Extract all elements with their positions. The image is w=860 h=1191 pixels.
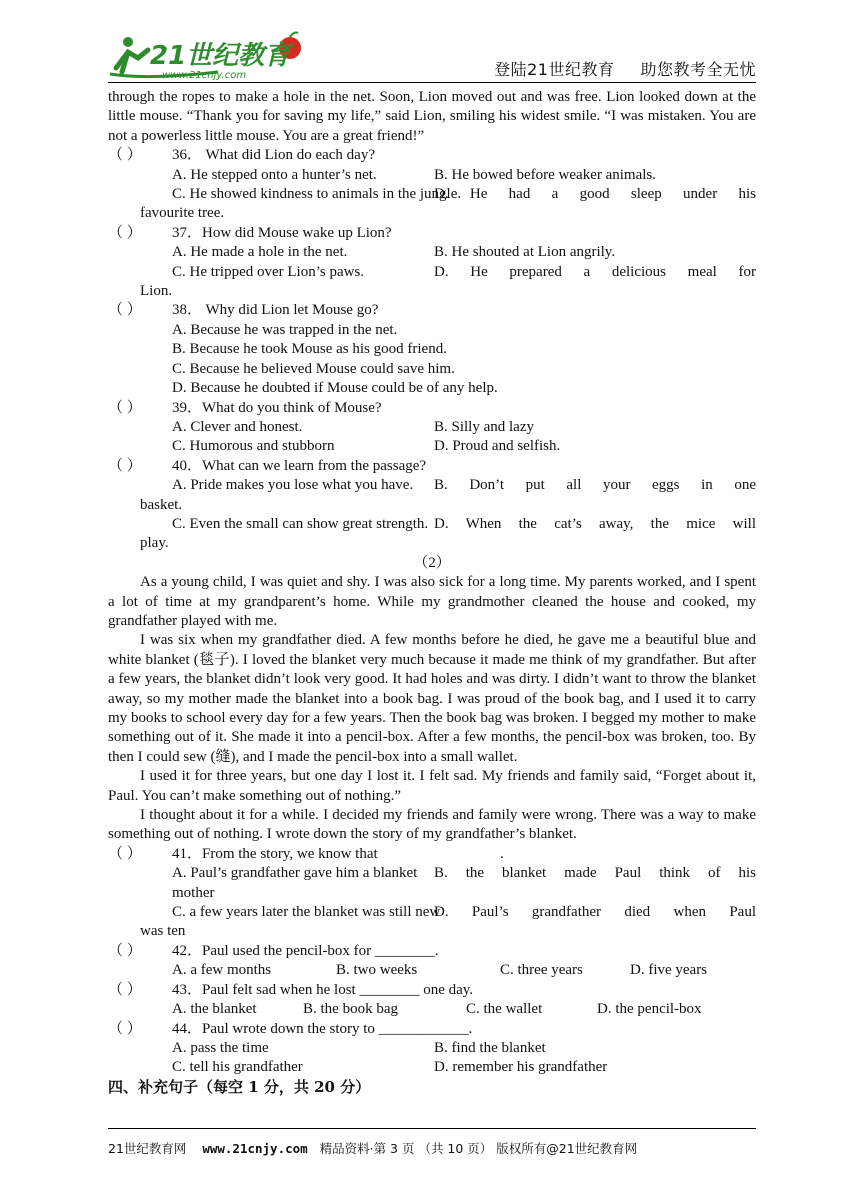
option-b: B. He bowed before weaker animals. bbox=[434, 166, 656, 183]
answer-blank[interactable]: （ ） bbox=[108, 399, 142, 416]
option-b: B. the blanket made Paul think of his bbox=[434, 865, 756, 882]
option-c: C. Even the small can show great strength. bbox=[172, 515, 429, 532]
option-b: B. He shouted at Lion angrily. bbox=[434, 244, 616, 261]
option-d: D. Paul’s grandfather died when Paul bbox=[434, 904, 756, 921]
answer-blank[interactable]: （ ） bbox=[108, 224, 142, 241]
passage2-number: （2） bbox=[413, 554, 451, 571]
page-footer bbox=[108, 1139, 756, 1157]
page-header bbox=[108, 28, 756, 84]
option-d-wrap: Lion. bbox=[140, 283, 173, 300]
option-b: B. Because he took Mouse as his good friend. bbox=[172, 341, 447, 358]
option-d: D. the pencil-box bbox=[597, 1001, 702, 1018]
option-c: C. the wallet bbox=[466, 1001, 543, 1018]
question-41 bbox=[108, 845, 756, 864]
passage2-paragraph-1: As a young child, I was quiet and shy. I was also sick for a long time. My parents worked, and I spent a lot of time at my grandparent’s home. While my grandmother cleaned the house and cooked, my grandfather played with me. bbox=[108, 574, 756, 629]
option-d: D. five years bbox=[630, 962, 708, 979]
question-stem: 36． What did Lion do each day? bbox=[172, 147, 375, 164]
tagline-right: 助您教考全无忧 bbox=[640, 60, 756, 79]
option-a: A. Clever and honest. bbox=[172, 418, 303, 435]
answer-blank[interactable]: （ ） bbox=[108, 1020, 142, 1037]
answer-blank[interactable]: （ ） bbox=[108, 942, 142, 959]
option-b: B. Don’t put all your eggs in one bbox=[434, 477, 756, 494]
question-stem: 42．Paul used the pencil-box for ________. bbox=[172, 942, 439, 959]
option-b-wrap: mother bbox=[172, 884, 215, 901]
option-a: A. He made a hole in the net. bbox=[172, 244, 348, 261]
option-a: A. He stepped onto a hunter’s net. bbox=[172, 166, 377, 183]
option-a: A. pass the time bbox=[172, 1039, 269, 1056]
option-d: D. When the cat’s away, the mice will bbox=[434, 515, 756, 532]
answer-blank[interactable]: （ ） bbox=[108, 457, 142, 474]
footer-divider bbox=[108, 1128, 756, 1129]
answer-blank[interactable]: （ ） bbox=[108, 302, 142, 319]
footer-site-name: 21世纪教育网 bbox=[108, 1141, 187, 1156]
question-43 bbox=[108, 981, 756, 1000]
option-d: D. Proud and selfish. bbox=[434, 438, 561, 455]
option-a: A. a few months bbox=[172, 962, 272, 979]
page-content bbox=[108, 88, 756, 1097]
option-a: A. Pride makes you lose what you have. bbox=[172, 477, 414, 494]
option-b-wrap: basket. bbox=[140, 496, 183, 513]
option-d-wrap: play. bbox=[140, 535, 169, 552]
option-d: D. remember his grandfather bbox=[434, 1059, 608, 1076]
option-d-wrap: was ten bbox=[140, 923, 186, 940]
logo-text: 21世纪教育 bbox=[150, 41, 291, 71]
answer-blank[interactable]: （ ） bbox=[108, 147, 142, 164]
option-c: C. tell his grandfather bbox=[172, 1059, 303, 1076]
option-b: B. find the blanket bbox=[434, 1039, 546, 1056]
question-stem: 41．From the story, we know that bbox=[172, 845, 378, 862]
footer-url[interactable]: www.21cnjy.com bbox=[202, 1141, 308, 1156]
header-tagline bbox=[494, 57, 756, 80]
answer-blank[interactable]: （ ） bbox=[108, 981, 142, 998]
question-stem: 38． Why did Lion let Mouse go? bbox=[172, 302, 379, 319]
question-44 bbox=[108, 1020, 756, 1039]
question-36 bbox=[108, 146, 756, 165]
question-stem: 43．Paul felt sad when he lost ________ one day. bbox=[172, 981, 474, 998]
option-d: D. He prepared a delicious meal for bbox=[434, 263, 756, 280]
question-stem-end: . bbox=[500, 845, 504, 862]
passage2-paragraph-2: I was six when my grandfather died. A few months before he died, he gave me a beautiful blue and white blanket (毯子). I loved the blanket very much because it made me think of my grandfather. But after a few years, the blanket didn’t look very good. It had holes and was dirty. I didn’t want to throw the blanket away, so my mother made the blanket into a book bag. I was proud of the book bag, and I used it to carry my books to school every day for a few years. Then the book bag was broken. I begged my mother to make something out of it. She made it into a pencil-box. After a few months, the pencil-box was broken, too. By then I could sew (缝), and I made the pencil-box into a small wallet. bbox=[108, 632, 756, 765]
option-d-wrap: favourite tree. bbox=[140, 205, 225, 222]
question-42 bbox=[108, 942, 756, 961]
option-c: C. Because he believed Mouse could save him. bbox=[172, 360, 455, 377]
header-divider bbox=[108, 82, 756, 83]
question-40 bbox=[108, 457, 756, 476]
option-a: A. Paul’s grandfather gave him a blanket bbox=[172, 865, 418, 882]
logo-graphic bbox=[108, 28, 308, 82]
option-c: C. Humorous and stubborn bbox=[172, 438, 335, 455]
tagline-left: 登陆21世纪教育 bbox=[494, 60, 615, 79]
passage2-paragraph-4: I thought about it for a while. I decided my friends and family were wrong. There was a way to make something out of nothing. I wrote down the story of my grandfather’s blanket. bbox=[108, 807, 756, 843]
option-c: C. three years bbox=[500, 962, 583, 979]
question-stem: 40．What can we learn from the passage? bbox=[172, 457, 427, 474]
option-b: B. two weeks bbox=[336, 962, 418, 979]
question-39 bbox=[108, 399, 756, 418]
logo-url: www.21cnjy.com bbox=[162, 70, 247, 81]
question-37 bbox=[108, 224, 756, 243]
answer-blank[interactable]: （ ） bbox=[108, 845, 142, 862]
footer-page-info: 精品资料·第 3 页 （共 10 页） 版权所有@21世纪教育网 bbox=[319, 1141, 638, 1156]
option-d: D. He had a good sleep under his bbox=[434, 186, 756, 203]
section-4-heading: 四、补充句子（每空 1 分，共 20 分） bbox=[108, 1077, 371, 1096]
passage2-paragraph-3: I used it for three years, but one day I lost it. I felt sad. My friends and family said, “Forget about it, Paul. You can’t make something out of nothing.” bbox=[108, 768, 756, 804]
option-d: D. Because he doubted if Mouse could be of any help. bbox=[172, 380, 498, 397]
option-a: A. the blanket bbox=[172, 1001, 257, 1018]
question-stem: 44．Paul wrote down the story to ____________. bbox=[172, 1020, 473, 1037]
option-b: B. Silly and lazy bbox=[434, 418, 534, 435]
question-stem: 39．What do you think of Mouse? bbox=[172, 399, 382, 416]
option-c: C. He showed kindness to animals in the jungle. bbox=[172, 186, 462, 203]
question-38 bbox=[108, 301, 756, 320]
option-a: A. Because he was trapped in the net. bbox=[172, 321, 398, 338]
site-logo[interactable] bbox=[108, 28, 308, 82]
option-c: C. He tripped over Lion’s paws. bbox=[172, 263, 365, 280]
option-c: C. a few years later the blanket was still new bbox=[172, 904, 441, 921]
passage1-ending: through the ropes to make a hole in the net. Soon, Lion moved out and was free. Lion looked down at the little mouse. “Thank you for saving my life,” said Lion, smiling his widest smile. “I was mistaken. You are not a powerless little mouse. You are a great friend!” bbox=[108, 89, 756, 144]
question-stem: 37．How did Mouse wake up Lion? bbox=[172, 224, 392, 241]
option-b: B. the book bag bbox=[303, 1001, 398, 1018]
